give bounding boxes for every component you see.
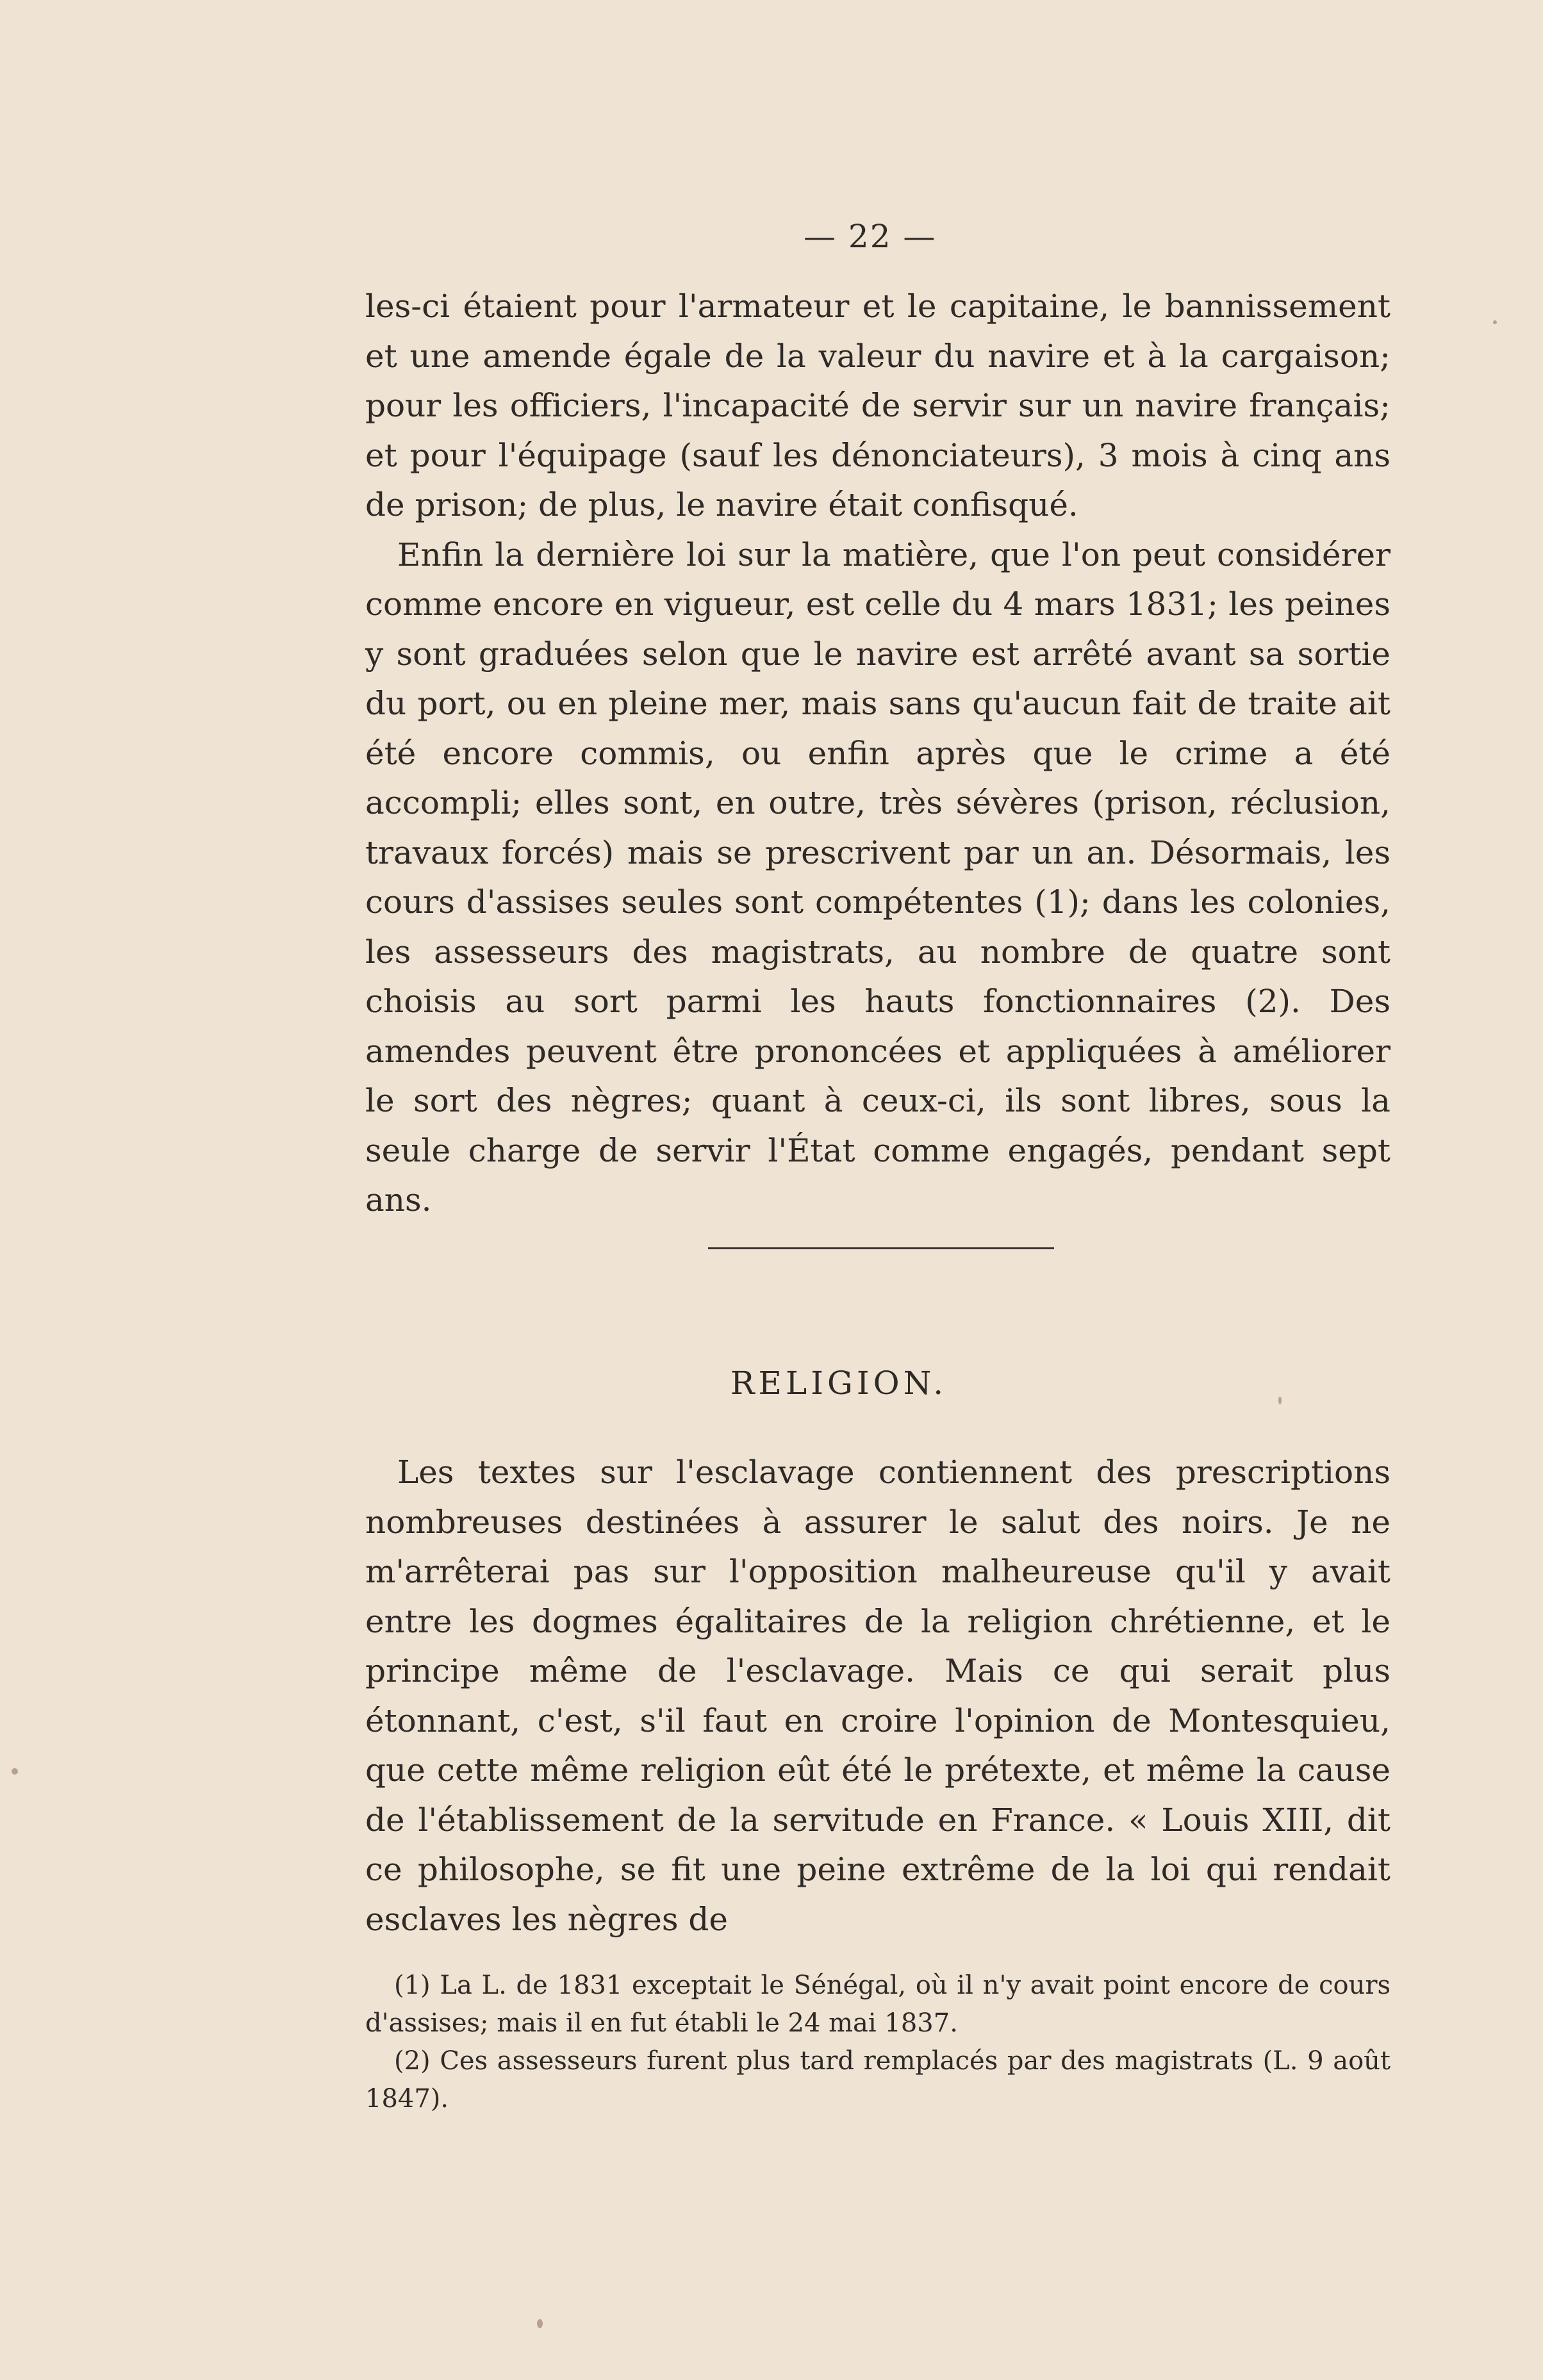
paragraph: Les textes sur l'esclavage contiennent des prescriptions nombreuses destinées à assurer le salut des noirs. Je ne m'arrêterai pas sur l'opposition malheureuse qu'il y avait entre les dogmes égalitaires de la religion chrétienne, et le principe même de l'esclavage. Mais ce qui serait plus étonnant, c'est, s'il faut en croire l'opinion de Montesquieu, que cette même religion eût été le prétexte, et même la cause de l'établissement de la servitude en France. « Louis XIII, dit ce philosophe, se fit une peine extrême de la loi qui rendait esclaves les nègres de [365, 1454, 1390, 1938]
body-text-bottom [365, 1448, 1390, 1944]
paper-speck [12, 1768, 18, 1775]
paper-speck [537, 2319, 543, 2328]
body-text-top [365, 282, 1390, 1226]
page-number: — 22 — [804, 218, 937, 255]
footnotes [365, 1967, 1390, 2118]
section-heading: RELIGION. [730, 1365, 948, 1402]
paper-speck [1493, 320, 1497, 324]
paragraph: Enfin la dernière loi sur la matière, que l'on peut considérer comme encore en vigueur, est celle du 4 mars 1831; les peines y sont graduées selon que le navire est arrêté avant sa sortie du port, ou en pleine mer, mais sans qu'aucun fait de traite ait été encore commis, ou enfin après que le crime a été accompli; elles sont, en outre, très sévères (prison, réclusion, travaux forcés) mais se prescrivent par un an. Désormais, les cours d'assises seules sont compétentes (1); dans les colonies, les assesseurs des magistrats, au nombre de quatre sont choisis au sort parmi les hauts fonctionnaires (2). Des amendes peuvent être prononcées et appliquées à améliorer le sort des nègres; quant à ceux-ci, ils sont libres, sous la seule charge de servir l'État comme engagés, pendant sept ans. [365, 536, 1390, 1219]
paper-speck [1278, 1397, 1282, 1404]
paragraph: les-ci étaient pour l'armateur et le capitaine, le bannissement et une amende égale de la valeur du navire et à la cargaison; pour les officiers, l'incapacité de servir sur un navire français; et pour l'équipage (sauf les dénonciateurs), 3 mois à cinq ans de prison; de plus, le navire était confisqué. [365, 288, 1390, 523]
footnote: (1) La L. de 1831 exceptait le Sénégal, où il n'y avait point encore de cours d'assises; mais il en fut établi le 24 mai 1837. [365, 1971, 1390, 2038]
footnote: (2) Ces assesseurs furent plus tard remplacés par des magistrats (L. 9 août 1847). [365, 2046, 1390, 2113]
section-divider [708, 1247, 1054, 1249]
